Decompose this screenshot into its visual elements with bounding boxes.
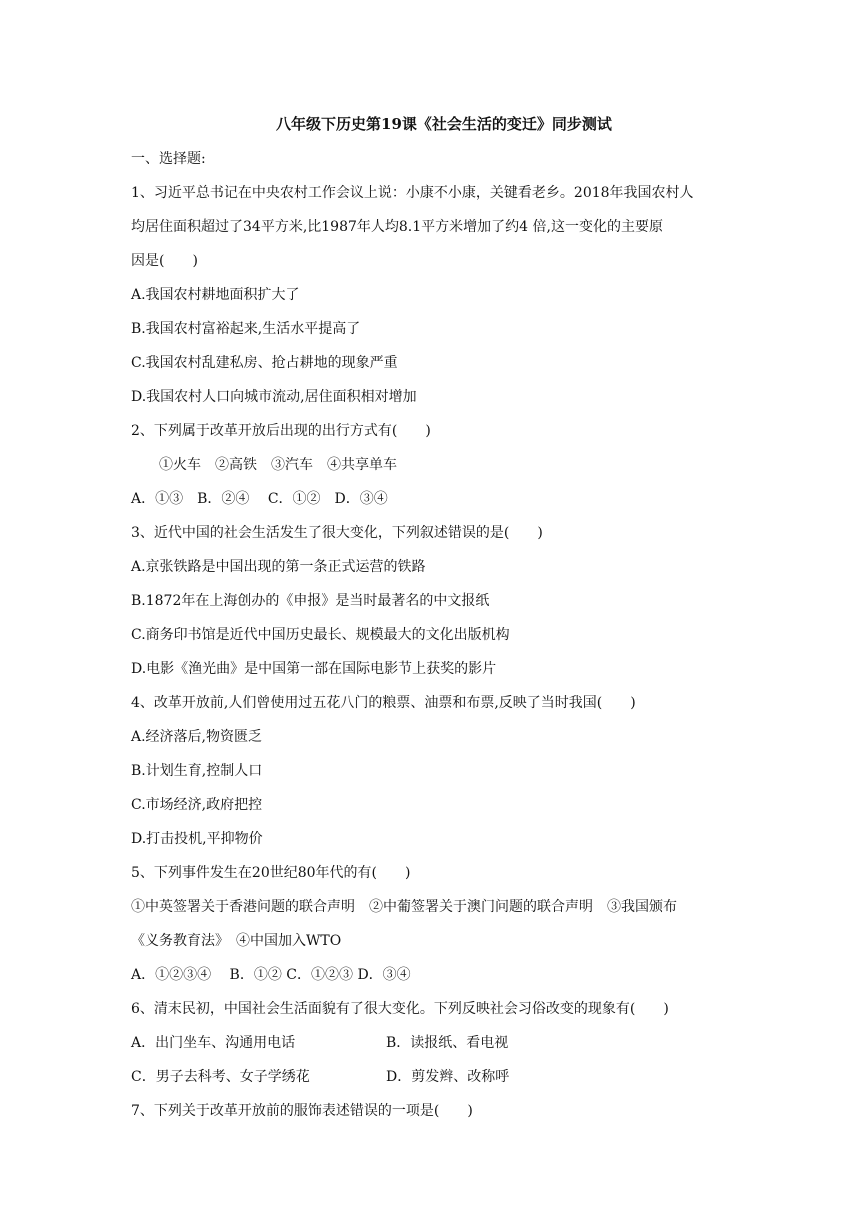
document-title: 八年级下历史第19课《社会生活的变迁》同步测试: [276, 115, 612, 133]
q4-option-d: D.打击投机,平抑物价: [131, 831, 263, 847]
q6-option-c: C．男子去科考、女子学绣花: [131, 1069, 310, 1085]
q2-items: ①火车 ②高铁 ③汽车 ④共享单车: [159, 457, 397, 473]
q1-stem-line-2: 均居住面积超过了34平方米,比1987年人均8.1平方米增加了约4 倍,这一变化的主要原: [131, 219, 663, 235]
question-3: [131, 516, 731, 686]
q5-stem: 5、下列事件发生在20世纪80年代的有( ): [131, 865, 411, 881]
q3-option-d: D.电影《渔光曲》是中国第一部在国际电影节上获奖的影片: [131, 661, 497, 677]
q2-options: A．①③ B．②④ C．①② D．③④: [131, 491, 388, 507]
q6-option-b: B．读报纸、看电视: [386, 1035, 509, 1051]
q6-option-a: A．出门坐车、沟通用电话: [131, 1035, 296, 1051]
q6-options-row-2: [131, 1060, 731, 1094]
q2-stem: 2、下列属于改革开放后出现的出行方式有( ): [131, 423, 431, 439]
q4-stem: 4、改革开放前,人们曾使用过五花八门的粮票、油票和布票,反映了当时我国( ): [131, 695, 636, 711]
q6-stem: 6、清末民初，中国社会生活面貌有了很大变化。下列反映社会习俗改变的现象有( ): [131, 1001, 669, 1017]
q5-items-line-2: 《义务教育法》 ④中国加入WTO: [131, 933, 342, 949]
q5-items-line-1: ①中英签署关于香港问题的联合声明 ②中葡签署关于澳门问题的联合声明 ③我国颁布: [131, 899, 677, 915]
q1-option-a: A.我国农村耕地面积扩大了: [131, 287, 300, 303]
q3-option-b: B.1872年在上海创办的《申报》是当时最著名的中文报纸: [131, 593, 490, 609]
q6-options-row-1: [131, 1026, 731, 1060]
q1-option-c: C.我国农村乱建私房、抢占耕地的现象严重: [131, 355, 398, 371]
document-body: [131, 106, 731, 1128]
q3-option-a: A.京张铁路是中国出现的第一条正式运营的铁路: [131, 559, 426, 575]
q4-option-a: A.经济落后,物资匮乏: [131, 729, 263, 745]
q5-options: A．①②③④ B．①② C．①②③ D．③④: [131, 967, 411, 983]
q3-stem: 3、近代中国的社会生活发生了很大变化，下列叙述错误的是( ): [131, 525, 543, 541]
q6-option-d: D．剪发辫、改称呼: [386, 1069, 510, 1085]
question-4: [131, 686, 731, 856]
question-7: [131, 1094, 731, 1128]
question-5: [131, 856, 731, 992]
q7-stem: 7、下列关于改革开放前的服饰表述错误的一项是( ): [131, 1103, 473, 1119]
question-2: [131, 414, 731, 516]
q1-stem-line-3: 因是( ): [131, 253, 198, 269]
question-6: [131, 992, 731, 1094]
q1-option-b: B.我国农村富裕起来,生活水平提高了: [131, 321, 361, 337]
section-heading: 一、选择题:: [131, 151, 206, 167]
q3-option-c: C.商务印书馆是近代中国历史最长、规模最大的文化出版机构: [131, 627, 510, 643]
q4-option-b: B.计划生育,控制人口: [131, 763, 263, 779]
question-1: [131, 176, 731, 414]
q1-option-d: D.我国农村人口向城市流动,居住面积相对增加: [131, 389, 417, 405]
q1-stem-line-1: 1、习近平总书记在中央农村工作会议上说：小康不小康，关键看老乡。2018年我国农村人: [131, 185, 694, 201]
q4-option-c: C.市场经济,政府把控: [131, 797, 263, 813]
